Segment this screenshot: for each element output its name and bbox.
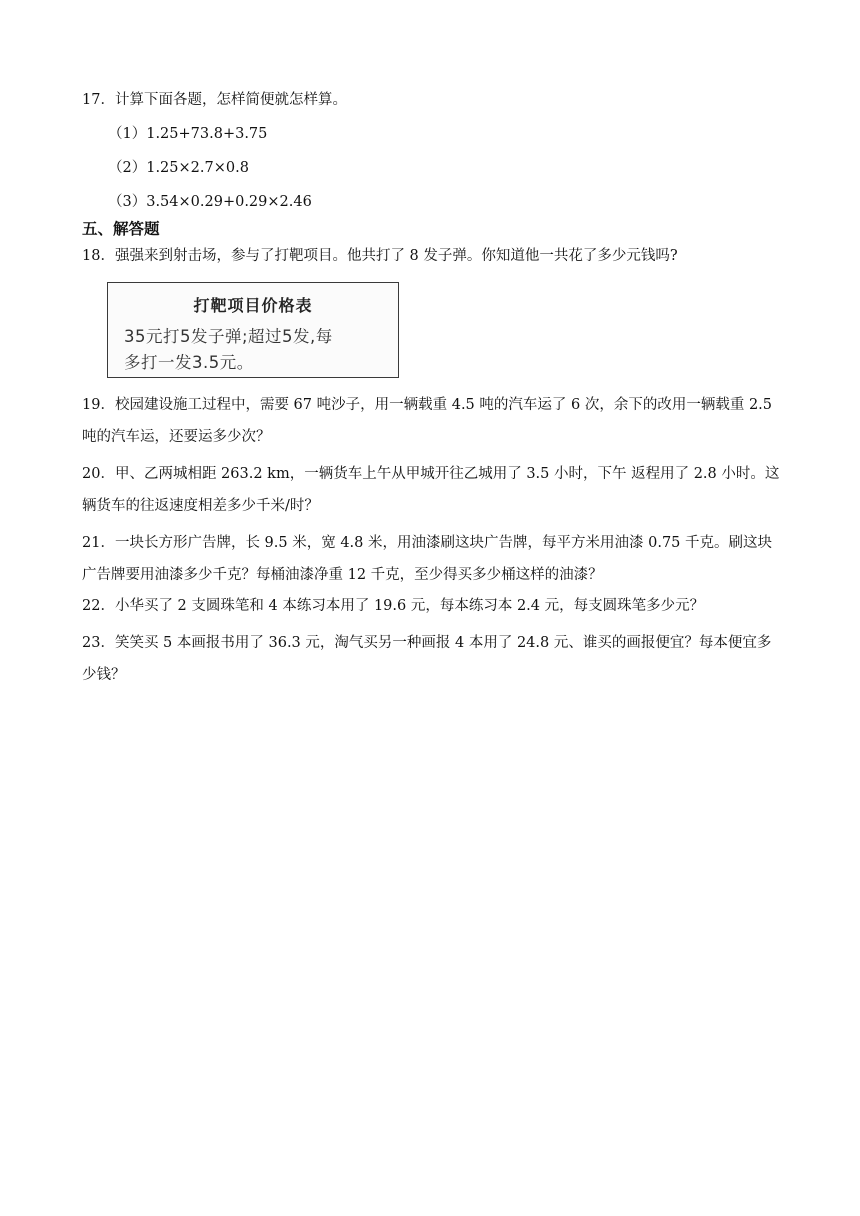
- price-table-title: 打靶项目价格表: [193, 296, 313, 315]
- price-table-image: [107, 282, 399, 378]
- question-20-line-2: 辆货车的往返速度相差多少千米/时？: [82, 498, 319, 514]
- question-19-line-2: 吨的汽车运，还要运多少次？: [82, 429, 271, 445]
- question-17-item-2: （2）1.25×2.7×0.8: [108, 160, 249, 176]
- question-17-item-3: （3）3.54×0.29+0.29×2.46: [108, 194, 312, 210]
- question-20-line-1: 20．甲、乙两城相距 263.2 km，一辆货车上午从甲城开往乙城用了 3.5 小时，下午 返程用了 2.8 小时。这: [82, 466, 780, 482]
- price-table-line-2: 多打一发3.5元。: [124, 353, 254, 372]
- question-18: 18．强强来到射击场，参与了打靶项目。他共打了 8 发子弹。你知道他一共花了多少元钱吗?: [82, 248, 678, 264]
- question-21-line-2: 广告牌要用油漆多少千克？每桶油漆净重 12 千克，至少得买多少桶这样的油漆？: [82, 567, 603, 583]
- question-17-item-1: （1）1.25+73.8+3.75: [108, 126, 268, 142]
- question-23-line-2: 少钱？: [82, 667, 126, 683]
- question-17-stem: 17．计算下面各题，怎样简便就怎样算。: [82, 92, 347, 108]
- question-21-line-1: 21．一块长方形广告牌，长 9.5 米，宽 4.8 米，用油漆刷这块广告牌，每平方米用油漆 0.75 千克。刷这块: [82, 535, 773, 551]
- question-23-line-1: 23．笑笑买 5 本画报书用了 36.3 元，淘气买另一种画报 4 本用了 24.8 元、谁买的画报便宜？每本便宜多: [82, 635, 772, 651]
- question-22: 22．小华买了 2 支圆珠笔和 4 本练习本用了 19.6 元，每本练习本 2.4 元，每支圆珠笔多少元？: [82, 598, 705, 614]
- section-5-title: 五、解答题: [82, 220, 160, 238]
- question-19-line-1: 19．校园建设施工过程中，需要 67 吨沙子，用一辆载重 4.5 吨的汽车运了 6 次，余下的改用一辆载重 2.5: [82, 397, 773, 413]
- price-table-line-1: 35元打5发子弹;超过5发,每: [124, 327, 333, 346]
